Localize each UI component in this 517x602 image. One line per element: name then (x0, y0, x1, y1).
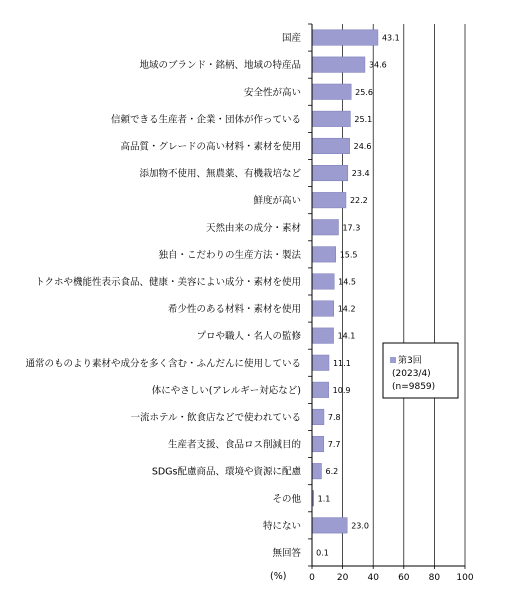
category-label: 体にやさしい(アレルギー対応など) (151, 385, 301, 397)
legend-date: (2023/4) (392, 369, 431, 379)
bar (312, 57, 365, 73)
x-tick-label: 100 (456, 573, 474, 583)
category-label: 特にない (262, 520, 301, 532)
bar (312, 409, 324, 425)
category-label: 生産者支援、食品ロス削減目的 (167, 439, 301, 451)
category-label: 添加物不使用、無農薬、有機栽培など (139, 168, 301, 180)
category-label: 一流ホテル・飲食店などで使われている (130, 412, 301, 424)
x-tick-label: 80 (428, 573, 441, 583)
data-label: 15.5 (339, 250, 358, 260)
data-label: 22.2 (349, 196, 368, 206)
data-label: 34.6 (368, 60, 387, 70)
data-label: 25.1 (354, 114, 373, 124)
category-label: トクホや機能性表示食品、健康・美容によい成分・素材を使用 (35, 276, 301, 288)
bar (312, 30, 378, 46)
category-labels (25, 32, 301, 559)
data-label: 1.1 (317, 494, 331, 504)
bar (312, 192, 346, 208)
data-label: 7.8 (327, 412, 341, 422)
data-label: 25.6 (355, 87, 373, 97)
data-label: 14.1 (337, 331, 356, 341)
category-label: 高品質・グレードの高い材料・素材を使用 (120, 141, 301, 153)
category-label: 天然由来の成分・素材 (205, 222, 301, 234)
category-label: その他 (272, 493, 301, 505)
category-label: SDGs配慮商品、環境や資源に配慮 (151, 466, 301, 478)
bar (312, 274, 334, 290)
data-label: 17.3 (342, 223, 361, 233)
data-label: 0.1 (316, 548, 329, 558)
category-label: プロや職人・名人の監修 (196, 331, 301, 343)
data-label: 11.1 (332, 358, 351, 368)
bar (312, 220, 338, 236)
category-label: 安全性が高い (243, 87, 301, 99)
bar (312, 111, 350, 127)
bar (312, 301, 334, 317)
legend-series-label: 第3回 (398, 356, 422, 366)
legend (383, 343, 458, 398)
bar (312, 247, 336, 263)
bar (312, 463, 321, 479)
bar (312, 84, 351, 100)
category-label: 地域のブランド・銘柄、地域の特産品 (139, 60, 301, 72)
bar (312, 165, 348, 181)
data-label: 10.9 (332, 385, 351, 395)
legend-swatch (390, 357, 396, 363)
category-label: 通常のものより素材や成分を多く含む・ふんだんに使用している (25, 358, 301, 370)
data-label: 23.0 (351, 521, 370, 531)
data-label: 23.4 (351, 169, 370, 179)
data-label: 14.5 (338, 277, 356, 287)
data-label: 6.2 (325, 467, 339, 477)
bars-group (312, 30, 378, 560)
bar (312, 328, 334, 344)
category-label: 鮮度が高い (253, 195, 301, 207)
x-tick-label: 0 (309, 573, 315, 583)
x-axis-unit-label: (%) (270, 571, 287, 582)
bar (312, 355, 329, 371)
bar (312, 382, 329, 398)
legend-sample-size: (n=9859) (392, 382, 436, 392)
category-label: 国産 (281, 33, 301, 45)
category-label: 無回答 (272, 547, 301, 559)
bar (312, 518, 347, 534)
category-label: 独自・こだわりの生産方法・製法 (158, 249, 301, 261)
x-tick-label: 60 (398, 573, 410, 583)
category-label: 信頼できる生産者・企業・団体が作っている (110, 114, 301, 126)
x-tick-label: 20 (336, 573, 349, 583)
category-label: 希少性のある材料・素材を使用 (167, 304, 301, 316)
data-label: 7.7 (327, 440, 341, 450)
bar (312, 436, 324, 452)
data-label: 24.6 (353, 141, 372, 151)
data-label: 43.1 (381, 33, 400, 43)
bar (312, 138, 350, 154)
grid-lines (343, 24, 465, 566)
data-label: 14.2 (337, 304, 356, 314)
x-tick-label: 40 (367, 573, 379, 583)
